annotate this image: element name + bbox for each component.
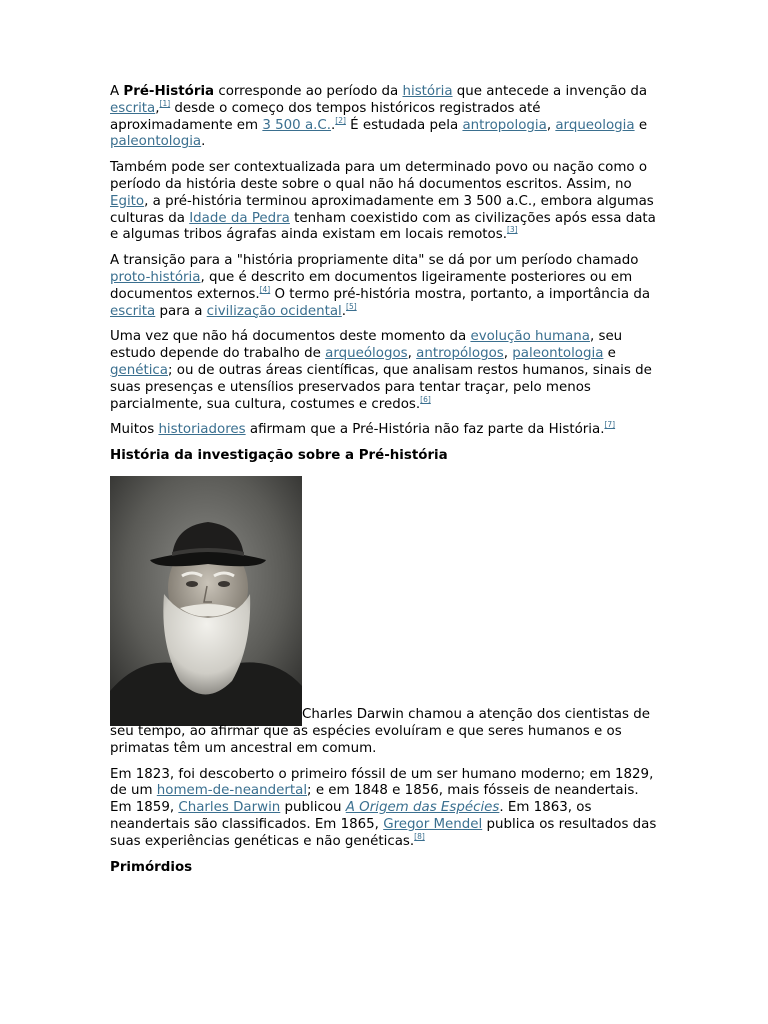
intro-paragraph xyxy=(110,84,662,151)
text: afirmam que a Pré-História não faz parte da História. xyxy=(245,422,605,438)
link-paleontologia[interactable]: paleontologia xyxy=(110,134,202,150)
text: ; e em 1848 e 1856, mais fósseis de neandertais. Em 1859, xyxy=(110,783,639,816)
text: Muitos xyxy=(110,422,159,438)
text: Uma vez que não há documentos deste momento da xyxy=(110,329,471,345)
historians-paragraph xyxy=(110,422,662,439)
link-idade-da-pedra[interactable]: Idade da Pedra xyxy=(189,210,290,226)
section-heading-primordios: Primórdios xyxy=(110,859,193,875)
text: O termo pré-história mostra, portanto, a importância da xyxy=(270,286,651,302)
link-arqueologos[interactable]: arqueólogos xyxy=(325,346,408,362)
text: . xyxy=(331,117,336,133)
ref-link[interactable]: [6] xyxy=(420,394,431,404)
ref-link[interactable]: [2] xyxy=(335,115,346,125)
text: . Em 1863, os neandertais são classificados. Em 1865, xyxy=(110,800,592,832)
ref-link[interactable]: [8] xyxy=(414,831,425,841)
link-paleontologia[interactable]: paleontologia xyxy=(512,346,604,362)
link-a-origem-das-especies[interactable]: A Origem das Espécies xyxy=(345,800,500,816)
text: tenham coexistido com as civilizações após essa data e algumas tribos ágrafas ainda existam em locais remotos. xyxy=(110,210,656,243)
text: . xyxy=(341,303,347,319)
article-body xyxy=(110,84,662,887)
text: Também pode ser contextualizada para um determinado povo ou nação como o período da história deste sobre o qual não há documentos escritos. Assim, no xyxy=(110,160,648,192)
ref-link[interactable]: [4] xyxy=(259,284,271,294)
text: , seu estudo depende do trabalho de xyxy=(110,329,623,362)
text: , xyxy=(546,117,556,133)
ref-link[interactable]: [5] xyxy=(346,301,357,311)
text: ; ou de outras áreas científicas, que analisam restos humanos, sinais de suas presenças e utensílios preservados para tentar traçar, pelo menos parcialmente, sua cultura, costumes e credos. xyxy=(110,362,652,412)
text: publica os resultados das suas experiências genéticas e não genéticas. xyxy=(110,816,657,849)
link-charles-darwin[interactable]: Charles Darwin xyxy=(178,800,281,816)
text: publicou xyxy=(280,800,346,816)
darwin-paragraph xyxy=(110,476,662,758)
text: , que é descrito em documentos ligeiramente posteriores ou em documentos externos. xyxy=(110,269,633,302)
text: É estudada pela xyxy=(345,117,463,133)
link-gregor-mendel[interactable]: Gregor Mendel xyxy=(383,816,483,832)
transition-paragraph xyxy=(110,253,662,320)
study-paragraph xyxy=(110,329,662,413)
text: corresponde ao período da xyxy=(214,84,403,99)
link-historia[interactable]: história xyxy=(402,84,453,99)
text: desde o começo dos tempos históricos registrados até aproximadamente em xyxy=(110,100,541,133)
text: , xyxy=(407,346,417,362)
link-antropologia[interactable]: antropologia xyxy=(462,117,547,133)
term-bold: Pré-História xyxy=(123,84,215,99)
portrait-caption: Charles Darwin chamou a atenção dos cientistas de seu tempo, ao afirmar que as espécies evoluíram e que seres humanos e os primatas têm um ancestral em comum. xyxy=(110,707,650,756)
text: , xyxy=(503,346,513,362)
fossils-paragraph xyxy=(110,767,662,851)
text: e xyxy=(603,346,616,362)
text: A transição para a "história propriamente dita" se dá por um período chamado xyxy=(110,253,639,269)
link-escrita[interactable]: escrita xyxy=(110,303,156,319)
text: Em 1823, foi descoberto o primeiro fóssil de um ser humano moderno; em 1829, de um xyxy=(110,766,654,799)
link-egito[interactable]: Egito xyxy=(110,193,145,209)
link-proto-historia[interactable]: proto-história xyxy=(110,269,201,285)
link-antropologos[interactable]: antropólogos xyxy=(416,346,504,362)
text: que antecede a invenção da xyxy=(452,84,648,99)
link-evolucao-humana[interactable]: evolução humana xyxy=(470,329,590,345)
text: , a pré-história terminou aproximadamente em 3 500 a.C., embora algumas culturas da xyxy=(110,193,654,226)
link-homem-de-neandertal[interactable]: homem-de-neandertal xyxy=(156,783,308,799)
link-civilizacao-ocidental[interactable]: civilização ocidental xyxy=(206,303,342,319)
section-heading: História da investigação sobre a Pré-história xyxy=(110,448,448,464)
text: A xyxy=(110,84,124,99)
text: , xyxy=(155,100,160,116)
ref-link[interactable]: [3] xyxy=(506,225,518,235)
ref-link[interactable]: [7] xyxy=(604,420,616,430)
link-3500-ac[interactable]: 3 500 a.C. xyxy=(262,117,332,133)
context-paragraph xyxy=(110,160,662,244)
link-arqueologia[interactable]: arqueologia xyxy=(555,117,635,133)
text: e xyxy=(634,117,648,133)
text: . xyxy=(201,134,206,150)
link-historiadores[interactable]: historiadores xyxy=(158,422,246,438)
link-escrita[interactable]: escrita xyxy=(110,100,156,116)
ref-link[interactable]: [1] xyxy=(159,98,171,108)
text: para a xyxy=(155,303,207,319)
link-genetica[interactable]: genética xyxy=(110,362,169,378)
darwin-portrait-image xyxy=(110,476,302,726)
